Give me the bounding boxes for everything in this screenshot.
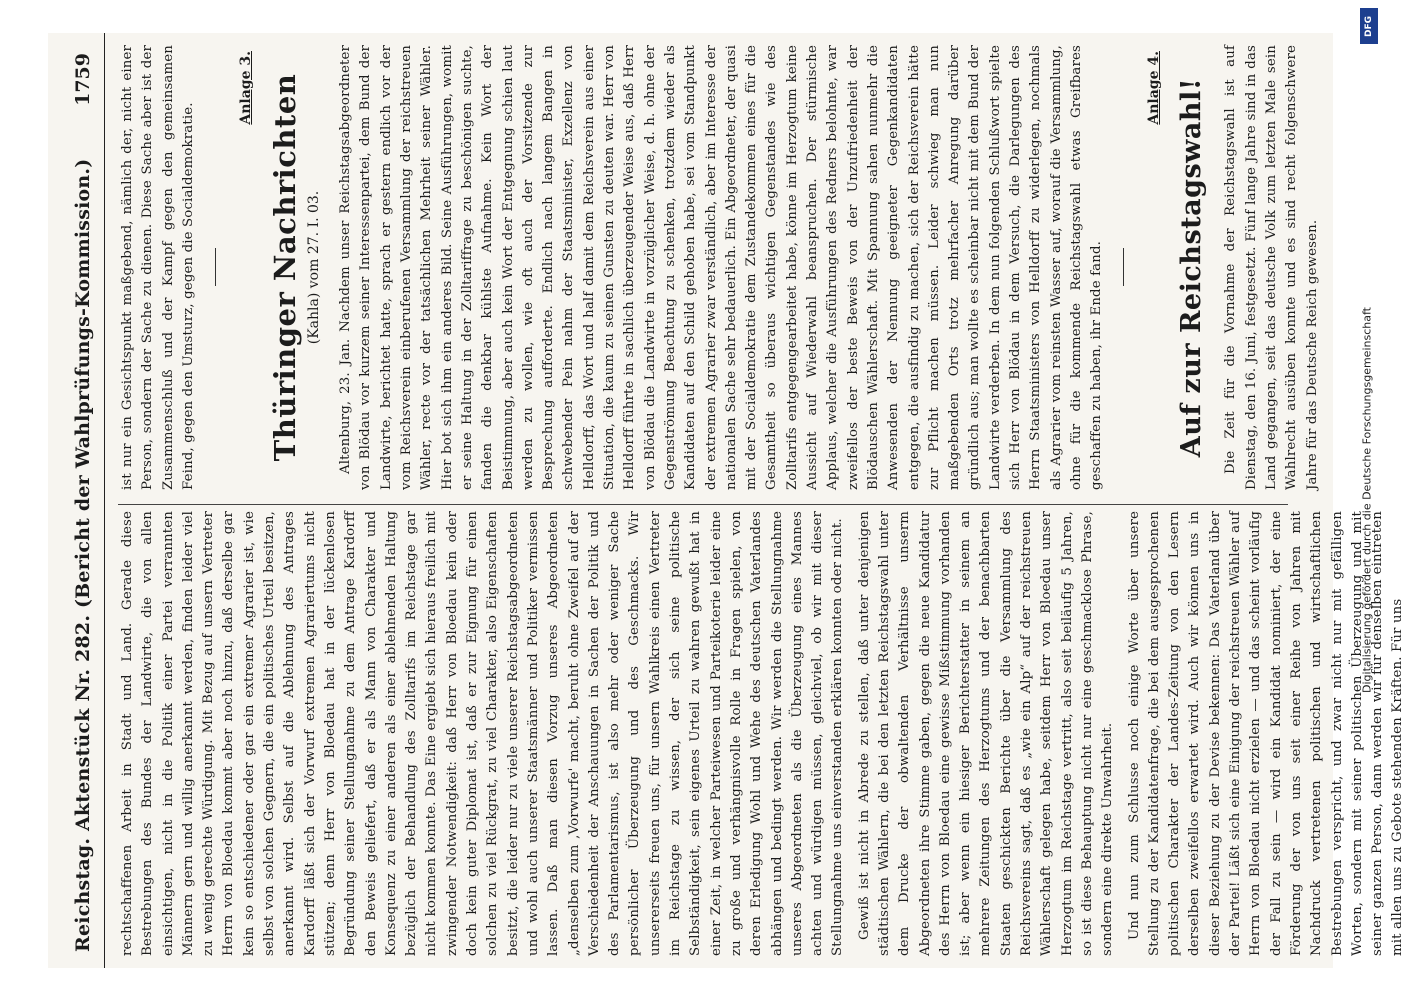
dfg-credit: Digitalisierung gefördert durch die Deutsche Forschungsgemeinschaft <box>1360 307 1374 693</box>
dfg-logo-icon: DFG <box>1360 8 1378 44</box>
column-divider <box>118 504 1288 505</box>
anlage-4-title: Auf zur Reichstagswahl! <box>1175 77 1207 457</box>
anlage-3-text: Altenburg, 23. Jan. Nachdem unser Reichstagsabgeordneter von Blödau vor kurzem seiner Interessenpartei, dem Bund der Landwirte, berichtet hatte, sprach er gestern endlich vor der vom Reichsverein einberufenen Versammlung der reichstreuen Wähler, recte vor der tatsächlichen Mehrheit seiner Wähler. Hier bot sich ihm ein anderes Bild. Seine Ausführungen, womit er seine Haltung in der Zolltariffrage zu beschönigen suchte, fanden die denkbar kühlste Aufnahme. Kein Wort der Beistimmung, aber auch kein Wort der Entgegnung schien laut werden zu wollen, wie oft auch der Vorsitzende zur Besprechung aufforderte. Endlich nach langem Bangen in schwebender Pein nahm der Staatsminister, Exzellenz von Helldorff, das Wort und half damit dem Reichsverein aus einer Situation, die kaum zu seinen Gunsten zu deuten war. Herr von Helldorff führte in sachlich überzeugender Weise aus, daß Herr von Blödau die Landwirte in vorzüglicher Weise, d. h. ohne der Gegenströmung Beachtung zu schenken, trotzdem wieder als Kandidaten auf den Schild gehoben habe, sei vom Standpunkt der extremen Agrarier zwar verständlich, aber im Interesse der nationalen Sache sehr bedauerlich. Ein Abgeordneter, der quasi mit der Socialdemokratie dem Zustandekommen eines für die Gesamtheit so überaus wichtigen Gegenstandes wie des Zolltarifs entgegengearbeitet habe, könne im Herzogtum keine Aussicht auf Wiederwahl beanspruchen. Der stürmische Applaus, welcher die Ausführungen des Redners belohnte, war zweifellos der beste Beweis von der Unzufriedenheit der Blödauschen Wählerschaft. Mit Spannung sahen nunmehr die Anwesenden der Nennung geeigneter Gegenkandidaten entgegen, die ausfindig zu machen, sich der Reichsverein hätte zur Pflicht machen müssen. Leider schwieg man nun maßgebenden Orts trotz mehrfacher Anregung darüber gründlich aus; man wollte es scheinbar nicht mit dem Bund der Landwirte verderben. In dem nun folgenden Schlußwort spielte sich Herr von Blödau in dem Versuch, die Darlegungen des Herrn Staatsministers von Helldorff zu widerlegen, nochmals als Agrarier vom reinsten Wasser auf, worauf die Versammlung, ohne für die kommende Reichstagswahl etwas Greifbares geschaffen zu haben, ihr Ende fand. <box>337 44 1104 490</box>
anlage-4-text: Die Zeit für die Vornahme der Reichstagswahl ist auf Dienstag, den 16. Juni, festgesetzt. Fünf lange Jahre sind in das Land gegangen, seit das deutsche Volk zum letzten Male sein Wahlrecht ausüben konnte und es sind recht folgenschwere Jahre für das Deutsche Reich gewesen. <box>1222 44 1320 490</box>
header-title: Reichstag. Aktenstück Nr. 282. (Bericht der Wahlprüfungs-Kommission.) <box>71 158 94 952</box>
left-paragraph-1: rechtschaffenen Arbeit in Stadt und Land. Gerade diese Bestrebungen des Bundes der Landwirte, die von allen einsichtigen, nicht in die Politik einer Partei verrannten Männern gern und willig anerkannt werden, finden leider viel zu wenig gerechte Würdigung. Mit Bezug auf unsern Vertreter Herrn von Bloedau kommt aber noch hinzu, daß derselbe gar kein so entschiedener oder gar ein extremer Agrarier ist, wie selbst von solchen Gegnern, die ein politisches Urteil besitzen, anerkannt wird. Selbst auf die Ablehnung des Antrages Kardorff läßt sich der Vorwurf extremen Agrariertums nicht stützen; denn Herr von Bloedau hat in der lückenlosen Begründung seiner Stellungnahme zu dem Antrage Kardorff den Beweis geliefert, daß er als Mann von Charakter und Konsequenz zu einer anderen als einer ablehnenden Haltung bezüglich der Behandlung des Zolltarifs im Reichstage gar nicht kommen konnte. Das Eine ergiebt sich hieraus freilich mit zwingender Notwendigkeit: daß Herr von Bloedau kein oder doch kein guter Diplomat ist, daß er zur Eignung für einen solchen zu viel Rückgrat, zu viel Charakter, also Eigenschaften besitzt, die leider nur zu viele unserer Reichstagsabgeordneten und wohl auch unserer Staatsmänner und Politiker vermissen lassen. Daß man diesen Vorzug unseres Abgeordneten „denselben zum ,Vorwurfe' macht, beruht ohne Zweifel auf der Verschiedenheit der Anschauungen in Sachen der Politik und des Parlamentarismus, ist also mehr oder weniger Sache persönlicher Überzeugung und des Geschmacks. Wir unsererseits freuen uns, für unsern Wahlkreis einen Vertreter im Reichstage zu wissen, der sich seine politische Selbständigkeit, sein eigenes Urteil zu wahren gewußt hat in einer Zeit, in welcher Parteiwesen und Parteikoterie leider eine zu große und verhängnisvolle Rolle in Fragen spielen, von deren Erledigung Wohl und Wehe des deutschen Vaterlandes abhängen und bedingt werden. Wir werden die Stellungnahme unseres Abgeordneten als die Überzeugung eines Mannes achten und würdigen müssen, gleichviel, ob wir mit dieser Stellungnahme uns einverstanden erklären konnten oder nicht. <box>119 510 845 956</box>
right-column <box>118 44 1320 490</box>
page-header <box>66 33 105 968</box>
left-paragraph-3: Und nun zum Schlusse noch einige Worte über unsere Stellung zu der Kandidatenfrage, die bei dem ausgesprochenen politischen Charakter der Landes-Zeitung von den Lesern derselben zweifellos erwartet wird. Auch wir können uns in dieser Beziehung zu der Devise bekennen: Das Vaterland über der Partei! Läßt sich eine Einigung der reichstreuen Wähler auf Herrn von Bloedau nicht erzielen — und das scheint vorläufig der Fall zu sein — wird ein Kandidat nominiert, der eine Förderung der von uns seit einer Reihe von Jahren mit Nachdruck vertretenen politischen und wirtschaftlichen Bestrebungen verspricht, und zwar nicht nur mit gefälligen Worten, sondern mit seiner politischen Überzeugung und mit seiner ganzen Person, dann werden wir für denselben eintreten mit allen uns zu Gebote stehenden Kräften. Für uns <box>1126 510 1405 956</box>
anlage-3-title: Thüringer Nachrichten <box>267 73 302 461</box>
left-column <box>118 510 1405 956</box>
page-number: 1759 <box>71 52 94 106</box>
dfg-sidebar <box>1355 10 1379 990</box>
right-intro-paragraph: ist nur ein Gesichtspunkt maßgebend, nämlich der, nicht einer Person, sondern der Sache zu dienen. Diese Sache aber ist der Zusammenschluß und der Kampf gegen den gemeinsamen Feind, gegen den Umsturz, gegen die Socialdemokratie. <box>119 44 196 490</box>
anlage-4-label: Anlage 4. <box>1145 50 1162 125</box>
left-paragraph-2: Gewiß ist nicht in Abrede zu stellen, daß unter denjenigen städtischen Wählern, die bei den letzten Reichstagswahl unter dem Drucke der obwaltenden Verhältnisse unserm Abgeordneten ihre Stimme gaben, gegen die neue Kandidatur des Herrn von Bloedau eine gewisse Mißstimmung vorhanden ist; aber wenn ein hiesiger Berichterstatter in seinem an mehrere Zeitungen des Herzogtums und der benachbarten Staaten geschickten Berichte über die Versammlung des Reichsvereins sagt, daß es „wie ein Alp“ auf der reichstreuen Wählerschaft gelegen habe, seitdem Herr von Bloedau unser Herzogtum im Reichstage vertritt, also seit beiläufig 5 Jahren, so ist diese Behauptung nicht nur eine geschmacklose Phrase, sondern eine direkte Unwahrheit. <box>856 510 1115 956</box>
anlage-3-subtitle: (Kahla) vom 27. I. 03. <box>305 190 322 344</box>
section-rule <box>1123 248 1124 286</box>
anlage-3-label: Anlage 3. <box>237 50 254 125</box>
section-rule <box>215 248 216 286</box>
